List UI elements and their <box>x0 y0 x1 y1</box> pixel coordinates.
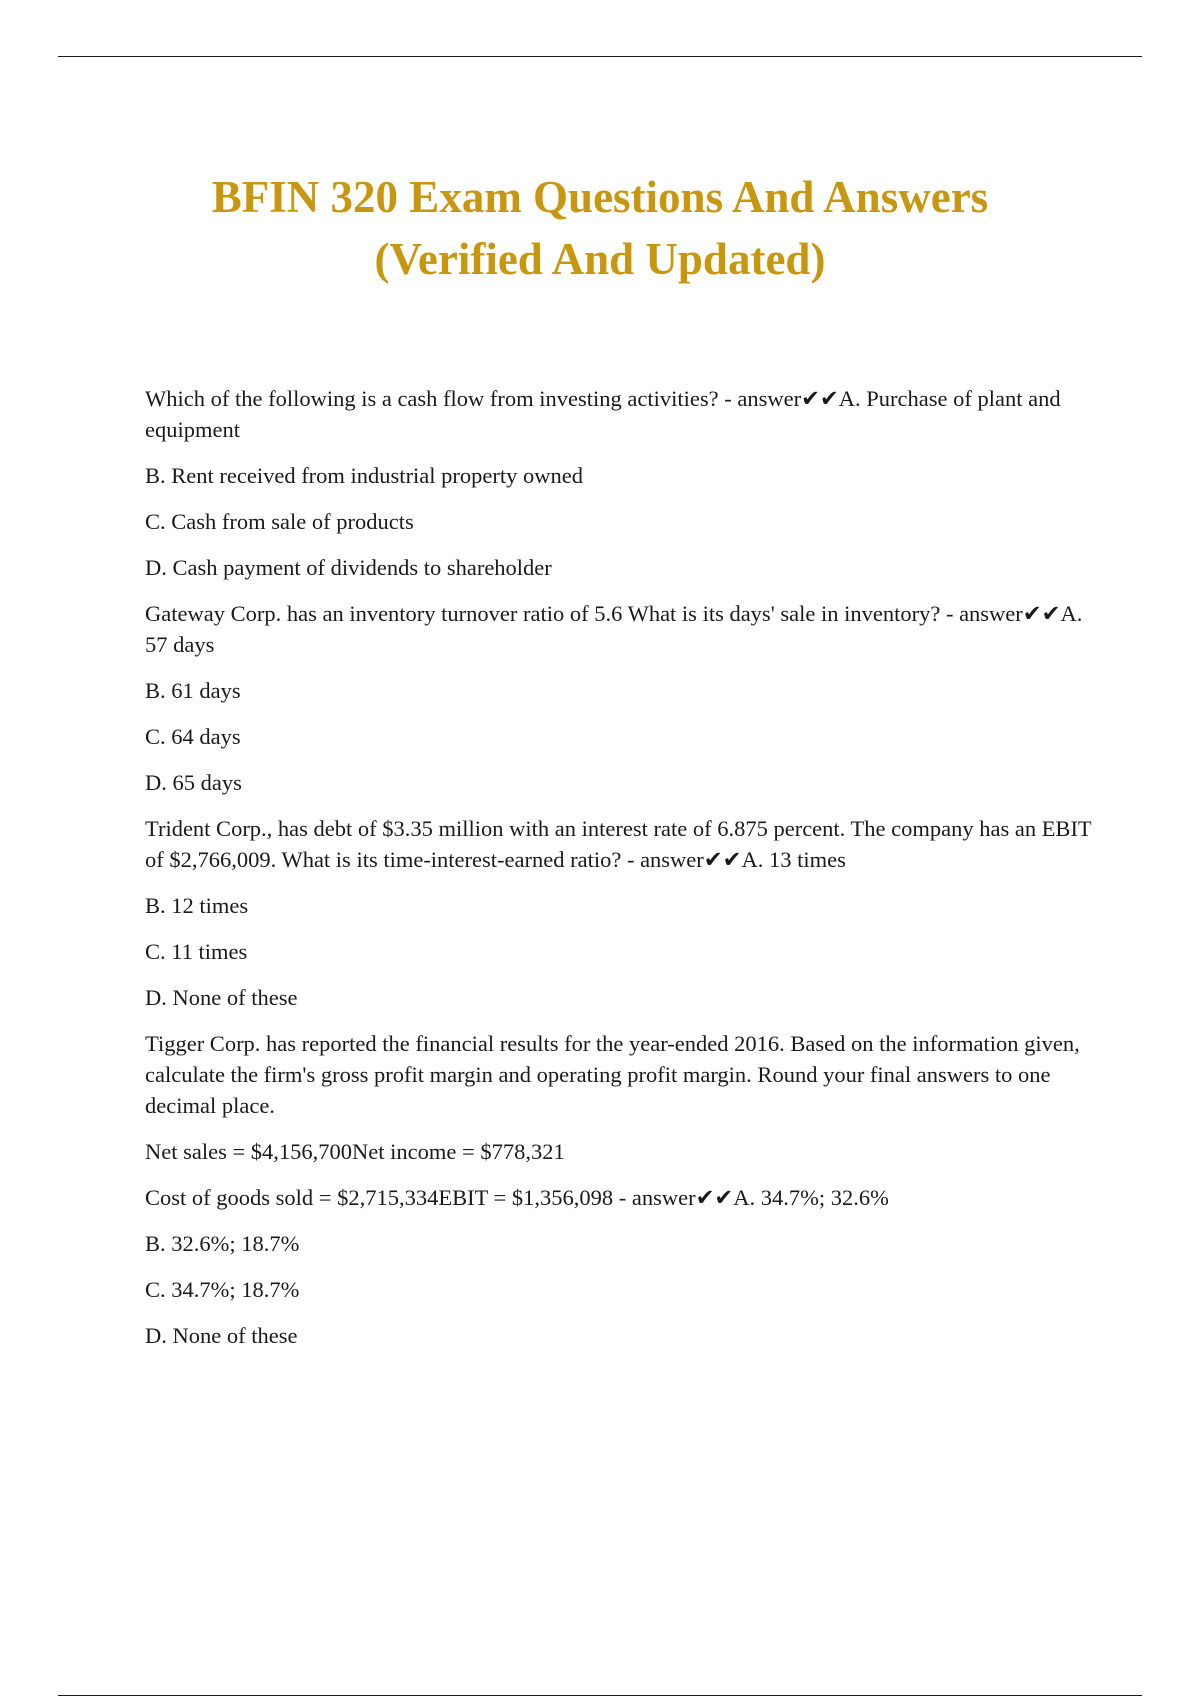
question-4: Tigger Corp. has reported the financial results for the year-ended 2016. Based on the information given, calculate the firm's gross profit margin and operating profit margin. Round your final answers to one decimal place. <box>145 1031 1080 1118</box>
question-3-option-b: B. 12 times <box>145 893 249 918</box>
question-1-option-b: B. Rent received from industrial property owned <box>145 463 584 488</box>
question-1: Which of the following is a cash flow from investing activities? - answer✔✔A. Purchase of plant and equipment <box>145 386 1061 442</box>
question-3: Trident Corp., has debt of $3.35 million with an interest rate of 6.875 percent. The company has an EBIT of $2,766,009. What is its time-interest-earned ratio? - answer✔✔A. 13 times <box>145 816 1092 872</box>
question-2-option-d: D. 65 days <box>145 770 242 795</box>
question-4-cogs: Cost of goods sold = $2,715,334EBIT = $1,356,098 - answer✔✔A. 34.7%; 32.6% <box>145 1185 889 1210</box>
question-4-option-d: D. None of these <box>145 1323 298 1348</box>
question-1-option-c: C. Cash from sale of products <box>145 509 414 534</box>
bottom-rule <box>58 1695 1142 1696</box>
question-1-option-d: D. Cash payment of dividends to shareholder <box>145 555 552 580</box>
question-2: Gateway Corp. has an inventory turnover ratio of 5.6 What is its days' sale in inventory? - answer✔✔A. 57 days <box>145 601 1083 657</box>
title-line-1: BFIN 320 Exam Questions And Answers <box>211 172 989 222</box>
document-body <box>145 383 1095 1366</box>
question-3-option-d: D. None of these <box>145 985 298 1010</box>
question-2-option-b: B. 61 days <box>145 678 241 703</box>
top-rule <box>58 56 1142 57</box>
title-line-2: (Verified And Updated) <box>374 234 826 284</box>
question-4-option-c: C. 34.7%; 18.7% <box>145 1277 300 1302</box>
question-4-option-b: B. 32.6%; 18.7% <box>145 1231 300 1256</box>
question-3-option-c: C. 11 times <box>145 939 248 964</box>
question-2-option-c: C. 64 days <box>145 724 241 749</box>
question-4-net-sales: Net sales = $4,156,700Net income = $778,321 <box>145 1139 565 1164</box>
document-title <box>120 166 1080 290</box>
